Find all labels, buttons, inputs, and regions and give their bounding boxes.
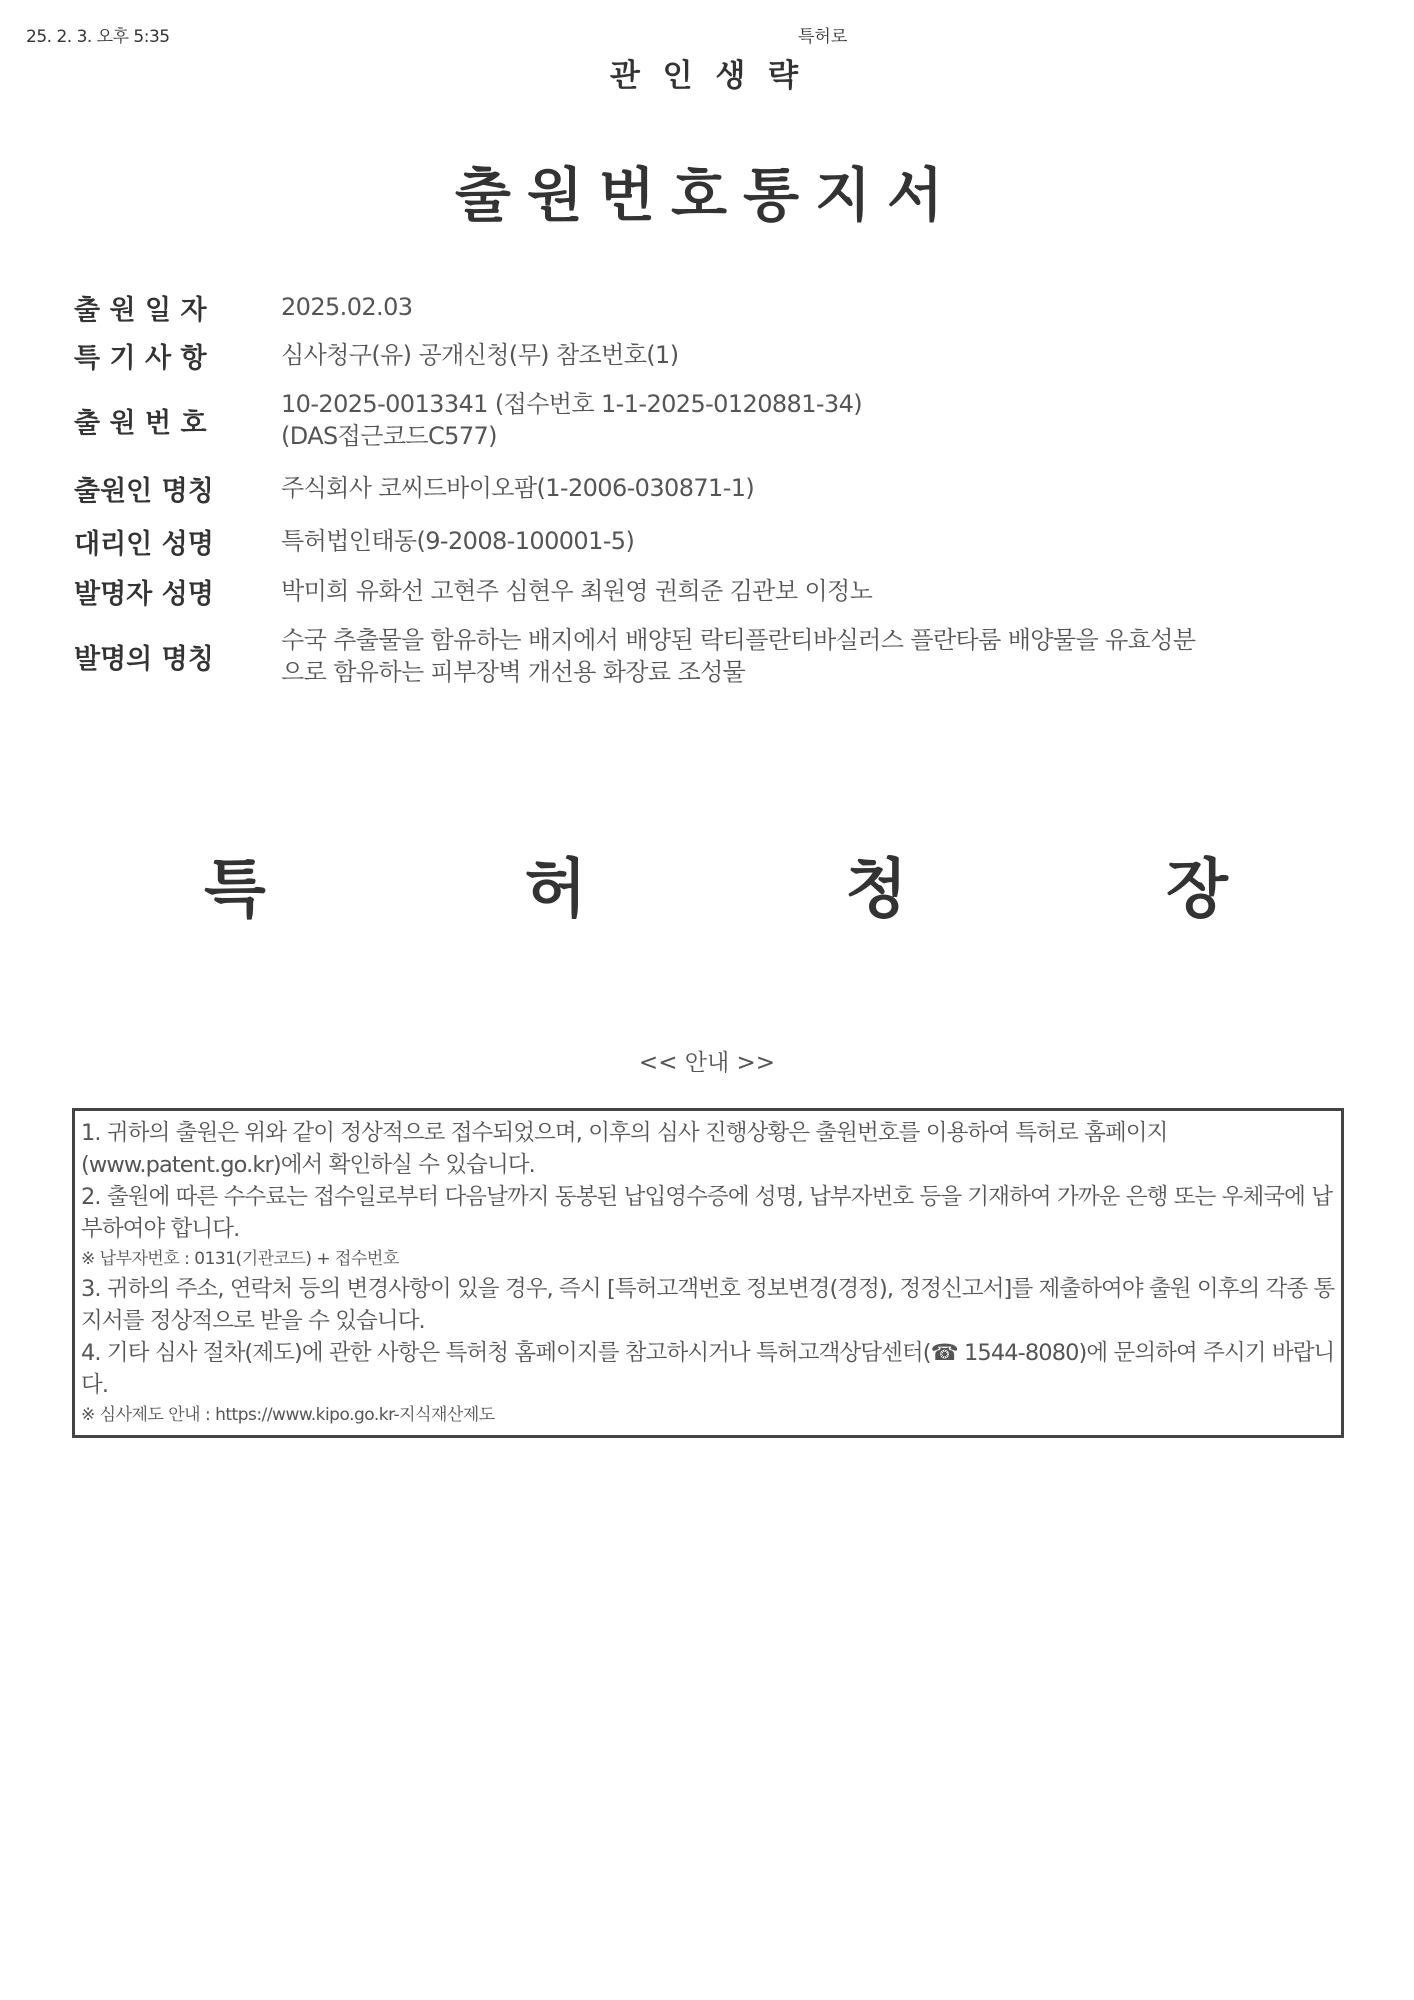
field-application-number <box>74 380 1364 460</box>
site-name: 특허로 <box>798 27 848 47</box>
print-datetime: 25. 2. 3. 오후 5:35 <box>26 27 170 47</box>
issuer-char: 특 <box>204 853 266 927</box>
issuer-char: 청 <box>845 853 908 927</box>
notice-title: << 안내 >> <box>638 1050 776 1076</box>
field-value: 2025.02.03 <box>281 293 413 321</box>
issuer-char: 허 <box>524 853 587 927</box>
field-invention-title <box>74 616 1364 696</box>
field-label: 발명자 성명 <box>74 578 214 610</box>
notice-item: 1. 귀하의 출원은 위와 같이 정상적으로 접수되었으며, 이후의 심사 진행상황은 출원번호를 이용하여 특허로 홈페이지(www.patent.go.kr)에서 확인하실 수 있습니다. <box>81 1120 1168 1178</box>
field-value <box>281 624 1364 688</box>
field-label: 출원인 명칭 <box>74 475 214 507</box>
notice-footnote: ※ 심사제도 안내 : https://www.kipo.go.kr-지식재산제도 <box>81 1405 495 1425</box>
field-label: 발명의 명칭 <box>74 643 214 675</box>
field-value: 박미희 유화선 고현주 심현우 최원영 권희준 김관보 이정노 <box>281 577 873 605</box>
field-value: 심사청구(유) 공개신청(무) 참조번호(1) <box>281 341 679 369</box>
field-value <box>281 388 1364 452</box>
field-agent <box>74 516 1364 566</box>
issuer-signature <box>204 838 1228 930</box>
invention-title-line: 수국 추출물을 함유하는 배지에서 배양된 락티플란티바실러스 플란타룸 배양물을 유효성분 <box>281 626 1196 654</box>
field-label: 출 원 번 호 <box>74 407 207 439</box>
field-special-notes <box>74 330 1364 380</box>
field-label: 대리인 성명 <box>74 528 214 560</box>
field-value: 주식회사 코씨드바이오팜(1-2006-030871-1) <box>281 474 755 502</box>
omitted-stamp-notice: 관 인 생 략 <box>609 58 805 94</box>
notice-item: 4. 기타 심사 절차(제도)에 관한 사항은 특허청 홈페이지를 참고하시거나 특허고객상담센터(☎ 1544-8080)에 문의하여 주시기 바랍니다. <box>81 1340 1335 1398</box>
invention-title-line: 으로 함유하는 피부장벽 개선용 화장료 조성물 <box>281 658 746 686</box>
application-fields <box>74 284 1364 696</box>
field-filing-date <box>74 284 1364 330</box>
field-label: 출 원 일 자 <box>74 294 207 326</box>
notice-item: 2. 출원에 따른 수수료는 접수일로부터 다음날까지 동봉된 납입영수증에 성명, 납부자번호 등을 기재하여 가까운 은행 또는 우체국에 납부하여야 합니다. <box>81 1184 1333 1242</box>
application-number-text: 10-2025-0013341 (접수번호 1-1-2025-0120881-34) <box>281 390 863 418</box>
field-inventors <box>74 566 1364 616</box>
notice-item: 3. 귀하의 주소, 연락처 등의 변경사항이 있을 경우, 즉시 [특허고객번호 정보변경(경정), 정정신고서]를 제출하여야 출원 이후의 각종 통지서를 정상적으로 받을 수 있습니다. <box>81 1276 1335 1334</box>
notice-box <box>72 1108 1344 1438</box>
field-value: 특허법인태동(9-2008-100001-5) <box>281 527 635 555</box>
field-label: 특 기 사 항 <box>74 342 207 374</box>
issuer-char: 장 <box>1166 853 1228 927</box>
notice-footnote: ※ 납부자번호 : 0131(기관코드) + 접수번호 <box>81 1249 399 1269</box>
document-title: 출원번호통지서 <box>454 161 960 229</box>
das-access-code: (DAS접근코드C577) <box>281 422 497 450</box>
field-applicant <box>74 460 1364 516</box>
